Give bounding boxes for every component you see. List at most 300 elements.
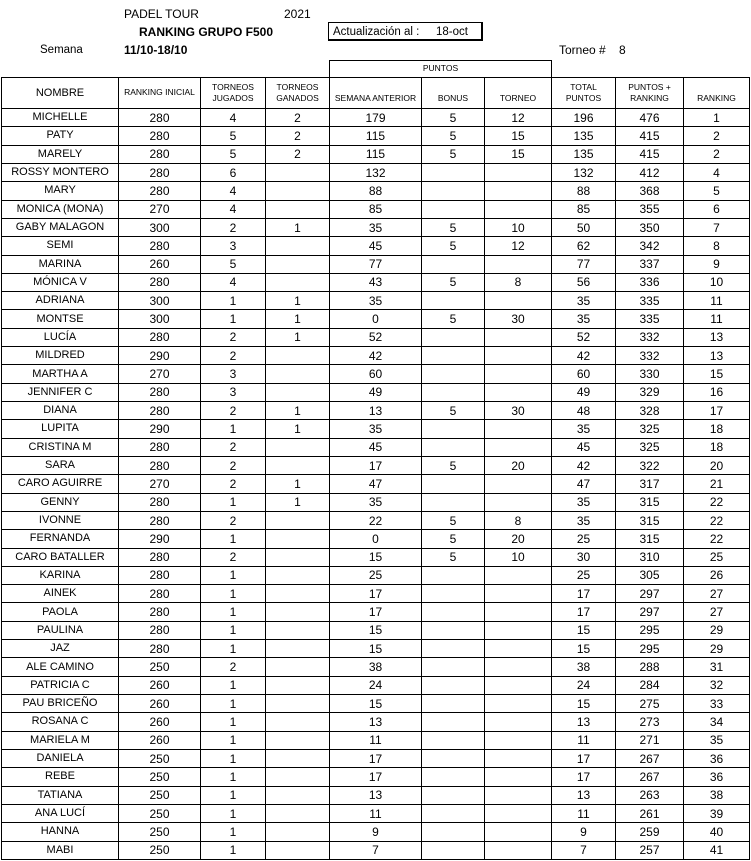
torneos-ganados (266, 383, 330, 401)
bonus: 5 (422, 530, 485, 548)
total-puntos: 60 (552, 365, 616, 383)
table-row (2, 438, 750, 456)
torneos-jugados: 4 (201, 182, 266, 200)
ranking-inicial: 280 (119, 566, 201, 584)
torneo-points (485, 566, 552, 584)
ranking-position: 31 (684, 658, 750, 676)
player-name: MICHELLE (2, 109, 119, 127)
total-puntos: 38 (552, 658, 616, 676)
torneo-points: 12 (485, 109, 552, 127)
torneos-ganados (266, 823, 330, 841)
table-row (2, 182, 750, 200)
table-row (2, 749, 750, 767)
total-puntos: 35 (552, 493, 616, 511)
torneo-points (485, 676, 552, 694)
puntos-ranking: 310 (616, 548, 684, 566)
bonus (422, 676, 485, 694)
ranking-inicial: 270 (119, 475, 201, 493)
ranking-position: 10 (684, 273, 750, 291)
ranking-position: 27 (684, 585, 750, 603)
torneos-jugados: 2 (201, 475, 266, 493)
player-name: ROSSY MONTERO (2, 163, 119, 181)
week-label: Semana (40, 44, 83, 56)
bonus (422, 640, 485, 658)
torneos-jugados: 1 (201, 640, 266, 658)
puntos-ranking: 317 (616, 475, 684, 493)
total-puntos: 50 (552, 218, 616, 236)
torneos-jugados: 6 (201, 163, 266, 181)
torneo-points (485, 163, 552, 181)
torneo-points (485, 621, 552, 639)
bonus (422, 438, 485, 456)
ranking-inicial: 280 (119, 237, 201, 255)
ranking-position: 18 (684, 420, 750, 438)
ranking-position: 8 (684, 237, 750, 255)
torneo-points (485, 383, 552, 401)
ranking-inicial: 250 (119, 841, 201, 859)
bonus (422, 585, 485, 603)
ranking-position: 25 (684, 548, 750, 566)
torneos-jugados: 1 (201, 731, 266, 749)
torneo-points (485, 731, 552, 749)
bonus (422, 786, 485, 804)
table-row (2, 566, 750, 584)
total-puntos: 77 (552, 255, 616, 273)
ranking-position: 17 (684, 402, 750, 420)
table-row (2, 237, 750, 255)
bonus (422, 292, 485, 310)
torneos-ganados (266, 365, 330, 383)
ranking-inicial: 270 (119, 365, 201, 383)
puntos-ranking: 415 (616, 127, 684, 145)
col-torneos-jugados: TORNEOS JUGADOS (201, 78, 266, 109)
torneos-ganados (266, 273, 330, 291)
semana-anterior: 13 (330, 786, 422, 804)
bonus (422, 475, 485, 493)
puntos-ranking: 342 (616, 237, 684, 255)
semana-anterior: 9 (330, 823, 422, 841)
ranking-rows (2, 109, 750, 860)
torneos-jugados: 3 (201, 237, 266, 255)
semana-anterior: 0 (330, 530, 422, 548)
torneos-ganados (266, 456, 330, 474)
player-name: AINEK (2, 585, 119, 603)
torneos-ganados (266, 182, 330, 200)
torneos-ganados: 1 (266, 402, 330, 420)
puntos-ranking: 476 (616, 109, 684, 127)
torneos-ganados (266, 163, 330, 181)
semana-anterior: 35 (330, 420, 422, 438)
total-puntos: 17 (552, 585, 616, 603)
semana-anterior: 7 (330, 841, 422, 859)
torneos-ganados: 2 (266, 127, 330, 145)
player-name: MÓNICA V (2, 273, 119, 291)
ranking-position: 5 (684, 182, 750, 200)
player-name: IVONNE (2, 511, 119, 529)
torneo-points (485, 347, 552, 365)
ranking-position: 38 (684, 786, 750, 804)
ranking-position: 22 (684, 511, 750, 529)
ranking-inicial: 250 (119, 768, 201, 786)
semana-anterior: 22 (330, 511, 422, 529)
puntos-ranking: 329 (616, 383, 684, 401)
torneos-ganados (266, 438, 330, 456)
ranking-position: 33 (684, 695, 750, 713)
table-row (2, 420, 750, 438)
torneos-ganados (266, 200, 330, 218)
bonus (422, 163, 485, 181)
ranking-inicial: 250 (119, 658, 201, 676)
torneos-jugados: 1 (201, 749, 266, 767)
table-row (2, 310, 750, 328)
ranking-position: 27 (684, 603, 750, 621)
bonus (422, 731, 485, 749)
semana-anterior: 15 (330, 548, 422, 566)
ranking-inicial: 280 (119, 182, 201, 200)
ranking-inicial: 250 (119, 804, 201, 822)
player-name: PAU BRICEÑO (2, 695, 119, 713)
semana-anterior: 17 (330, 603, 422, 621)
torneo-points (485, 182, 552, 200)
total-puntos: 17 (552, 603, 616, 621)
total-puntos: 13 (552, 786, 616, 804)
torneos-ganados (266, 566, 330, 584)
ranking-inicial: 260 (119, 676, 201, 694)
update-box (328, 22, 483, 41)
bonus: 5 (422, 310, 485, 328)
ranking-inicial: 260 (119, 255, 201, 273)
semana-anterior: 52 (330, 328, 422, 346)
ranking-inicial: 280 (119, 456, 201, 474)
total-puntos: 47 (552, 475, 616, 493)
ranking-position: 41 (684, 841, 750, 859)
col-ranking: RANKING (684, 78, 750, 109)
puntos-ranking: 415 (616, 145, 684, 163)
torneos-ganados: 1 (266, 493, 330, 511)
ranking-position: 1 (684, 109, 750, 127)
torneo-points: 30 (485, 402, 552, 420)
total-puntos: 11 (552, 804, 616, 822)
torneos-ganados (266, 237, 330, 255)
table-row (2, 676, 750, 694)
torneos-jugados: 2 (201, 511, 266, 529)
total-puntos: 35 (552, 292, 616, 310)
ranking-inicial: 280 (119, 511, 201, 529)
ranking-inicial: 280 (119, 438, 201, 456)
puntos-ranking: 355 (616, 200, 684, 218)
semana-anterior: 60 (330, 365, 422, 383)
torneos-ganados (266, 841, 330, 859)
semana-anterior: 25 (330, 566, 422, 584)
bonus (422, 804, 485, 822)
ranking-inicial: 280 (119, 548, 201, 566)
ranking-inicial: 250 (119, 786, 201, 804)
total-puntos: 35 (552, 310, 616, 328)
puntos-ranking: 297 (616, 603, 684, 621)
table-row (2, 603, 750, 621)
total-puntos: 15 (552, 695, 616, 713)
ranking-inicial: 280 (119, 585, 201, 603)
table-row (2, 841, 750, 859)
torneos-jugados: 5 (201, 127, 266, 145)
puntos-ranking: 412 (616, 163, 684, 181)
player-name: PATY (2, 127, 119, 145)
semana-anterior: 38 (330, 658, 422, 676)
torneos-jugados: 5 (201, 145, 266, 163)
semana-anterior: 45 (330, 237, 422, 255)
table-row (2, 292, 750, 310)
puntos-ranking: 315 (616, 493, 684, 511)
torneo-points (485, 255, 552, 273)
table-row (2, 530, 750, 548)
total-puntos: 35 (552, 511, 616, 529)
torneos-ganados (266, 603, 330, 621)
player-name: DIANA (2, 402, 119, 420)
player-name: MILDRED (2, 347, 119, 365)
torneos-jugados: 1 (201, 768, 266, 786)
torneo-points (485, 658, 552, 676)
player-name: MARTHA A (2, 365, 119, 383)
table-row (2, 585, 750, 603)
torneos-jugados: 3 (201, 365, 266, 383)
torneo-points (485, 438, 552, 456)
total-puntos: 48 (552, 402, 616, 420)
ranking-inicial: 250 (119, 749, 201, 767)
bonus (422, 713, 485, 731)
table-row (2, 383, 750, 401)
torneo-points: 15 (485, 145, 552, 163)
semana-anterior: 47 (330, 475, 422, 493)
torneos-ganados: 1 (266, 328, 330, 346)
torneos-ganados (266, 530, 330, 548)
ranking-position: 2 (684, 145, 750, 163)
bonus: 5 (422, 109, 485, 127)
ranking-position: 22 (684, 493, 750, 511)
ranking-position: 22 (684, 530, 750, 548)
torneos-jugados: 1 (201, 530, 266, 548)
ranking-inicial: 300 (119, 292, 201, 310)
bonus (422, 365, 485, 383)
ranking-inicial: 280 (119, 621, 201, 639)
ranking-position: 35 (684, 731, 750, 749)
total-puntos: 62 (552, 237, 616, 255)
torneo-points: 20 (485, 530, 552, 548)
puntos-ranking: 335 (616, 292, 684, 310)
bonus (422, 347, 485, 365)
player-name: PATRICIA C (2, 676, 119, 694)
torneos-jugados: 2 (201, 548, 266, 566)
player-name: PAOLA (2, 603, 119, 621)
ranking-position: 15 (684, 365, 750, 383)
semana-anterior: 11 (330, 731, 422, 749)
player-name: JAZ (2, 640, 119, 658)
torneos-jugados: 1 (201, 676, 266, 694)
ranking-position: 32 (684, 676, 750, 694)
ranking-inicial: 280 (119, 163, 201, 181)
ranking-inicial: 300 (119, 310, 201, 328)
player-name: MONICA (MONA) (2, 200, 119, 218)
semana-anterior: 35 (330, 493, 422, 511)
torneo-points (485, 365, 552, 383)
torneo-points (485, 640, 552, 658)
semana-anterior: 43 (330, 273, 422, 291)
torneos-jugados: 2 (201, 456, 266, 474)
bonus: 5 (422, 145, 485, 163)
table-row (2, 273, 750, 291)
torneos-ganados (266, 749, 330, 767)
total-puntos: 45 (552, 438, 616, 456)
total-puntos: 15 (552, 640, 616, 658)
ranking-position: 11 (684, 292, 750, 310)
bonus (422, 383, 485, 401)
puntos-ranking: 267 (616, 768, 684, 786)
semana-anterior: 179 (330, 109, 422, 127)
semana-anterior: 17 (330, 768, 422, 786)
total-puntos: 85 (552, 200, 616, 218)
col-bonus: BONUS (422, 78, 485, 109)
torneos-jugados: 1 (201, 823, 266, 841)
ranking-inicial: 260 (119, 713, 201, 731)
player-name: SEMI (2, 237, 119, 255)
torneos-jugados: 1 (201, 603, 266, 621)
ranking-position: 16 (684, 383, 750, 401)
puntos-ranking: 328 (616, 402, 684, 420)
bonus (422, 566, 485, 584)
puntos-ranking: 325 (616, 438, 684, 456)
torneos-jugados: 2 (201, 402, 266, 420)
puntos-ranking: 325 (616, 420, 684, 438)
ranking-position: 29 (684, 621, 750, 639)
player-name: LUPITA (2, 420, 119, 438)
bonus (422, 420, 485, 438)
torneos-ganados (266, 695, 330, 713)
torneo-points: 8 (485, 511, 552, 529)
torneo-points (485, 768, 552, 786)
torneos-jugados: 4 (201, 109, 266, 127)
bonus (422, 328, 485, 346)
table-row (2, 109, 750, 127)
semana-anterior: 35 (330, 218, 422, 236)
semana-anterior: 115 (330, 127, 422, 145)
torneo-points (485, 585, 552, 603)
player-name: ALE CAMINO (2, 658, 119, 676)
bonus (422, 768, 485, 786)
semana-anterior: 115 (330, 145, 422, 163)
bonus (422, 182, 485, 200)
player-name: PAULINA (2, 621, 119, 639)
player-name: SARA (2, 456, 119, 474)
torneos-ganados (266, 640, 330, 658)
torneos-jugados: 1 (201, 713, 266, 731)
ranking-inicial: 280 (119, 640, 201, 658)
total-puntos: 25 (552, 530, 616, 548)
col-ranking-inicial: RANKING INICIAL (119, 78, 201, 109)
ranking-inicial: 290 (119, 530, 201, 548)
torneos-jugados: 2 (201, 347, 266, 365)
ranking-table (1, 60, 750, 860)
torneo-points (485, 493, 552, 511)
player-name: MARY (2, 182, 119, 200)
ranking-inicial: 280 (119, 273, 201, 291)
puntos-ranking: 330 (616, 365, 684, 383)
torneo-points (485, 823, 552, 841)
puntos-ranking: 257 (616, 841, 684, 859)
ranking-inicial: 280 (119, 145, 201, 163)
bonus (422, 695, 485, 713)
puntos-ranking: 295 (616, 640, 684, 658)
ranking-inicial: 260 (119, 731, 201, 749)
ranking-position: 29 (684, 640, 750, 658)
puntos-ranking: 336 (616, 273, 684, 291)
table-row (2, 163, 750, 181)
semana-anterior: 17 (330, 585, 422, 603)
total-puntos: 88 (552, 182, 616, 200)
table-row (2, 548, 750, 566)
torneos-ganados: 1 (266, 292, 330, 310)
semana-anterior: 24 (330, 676, 422, 694)
semana-anterior: 77 (330, 255, 422, 273)
bonus: 5 (422, 127, 485, 145)
player-name: CRISTINA M (2, 438, 119, 456)
ranking-position: 36 (684, 749, 750, 767)
total-puntos: 42 (552, 347, 616, 365)
total-puntos: 49 (552, 383, 616, 401)
ranking-position: 40 (684, 823, 750, 841)
ranking-position: 34 (684, 713, 750, 731)
table-row (2, 621, 750, 639)
total-puntos: 30 (552, 548, 616, 566)
table-row (2, 200, 750, 218)
puntos-ranking: 315 (616, 511, 684, 529)
torneos-jugados: 1 (201, 493, 266, 511)
total-puntos: 196 (552, 109, 616, 127)
torneo-points (485, 420, 552, 438)
torneo-points (485, 475, 552, 493)
puntos-ranking: 335 (616, 310, 684, 328)
table-row (2, 347, 750, 365)
semana-anterior: 42 (330, 347, 422, 365)
puntos-ranking: 322 (616, 456, 684, 474)
puntos-ranking: 261 (616, 804, 684, 822)
torneos-jugados: 1 (201, 310, 266, 328)
torneos-jugados: 1 (201, 621, 266, 639)
player-name: ROSANA C (2, 713, 119, 731)
torneo-points: 15 (485, 127, 552, 145)
puntos-ranking: 284 (616, 676, 684, 694)
player-name: REBE (2, 768, 119, 786)
ranking-position: 13 (684, 347, 750, 365)
torneos-ganados (266, 511, 330, 529)
table-row (2, 640, 750, 658)
update-label: Actualización al : (333, 26, 420, 38)
bonus (422, 493, 485, 511)
player-name: GENNY (2, 493, 119, 511)
semana-anterior: 0 (330, 310, 422, 328)
ranking-inicial: 280 (119, 603, 201, 621)
ranking-inicial: 250 (119, 823, 201, 841)
ranking-position: 21 (684, 475, 750, 493)
player-name: LUCÍA (2, 328, 119, 346)
player-name: DANIELA (2, 749, 119, 767)
total-puntos: 11 (552, 731, 616, 749)
torneos-jugados: 3 (201, 383, 266, 401)
total-puntos: 9 (552, 823, 616, 841)
torneos-jugados: 4 (201, 273, 266, 291)
torneo-points: 10 (485, 218, 552, 236)
table-row (2, 768, 750, 786)
update-value: 18-oct (436, 26, 468, 38)
bonus (422, 255, 485, 273)
